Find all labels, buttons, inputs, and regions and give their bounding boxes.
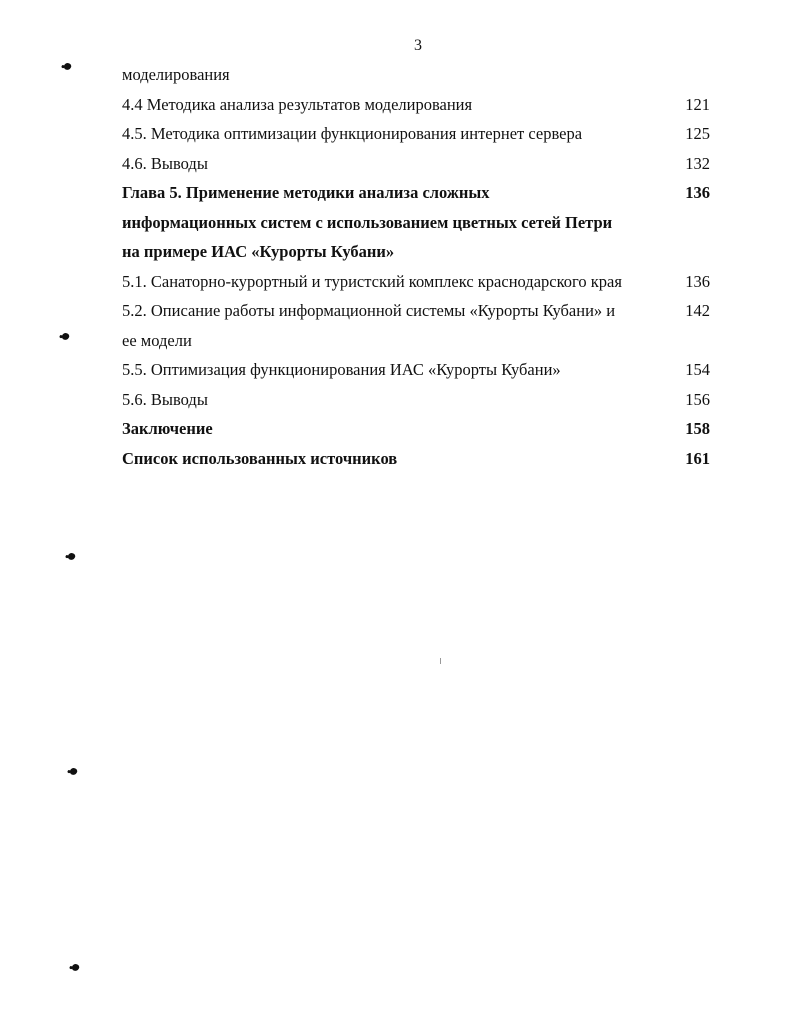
page-number: 3 [414, 37, 422, 54]
toc-chapter-row [122, 444, 710, 474]
toc-entry-title: 4.4 Методика анализа результатов моделирования [122, 94, 473, 114]
toc-entry-title: ее модели [122, 330, 192, 350]
toc-entry-title: 5.2. Описание работы информационной системы «Курорты Кубани» и [122, 301, 616, 320]
toc-chapter-title: Глава 5. Применение методики анализа сложных [122, 183, 490, 202]
toc-chapter-row [122, 414, 710, 444]
toc-chapter-page: 136 [685, 183, 710, 202]
toc-row [122, 326, 710, 356]
toc-row [122, 60, 710, 90]
toc-row [122, 385, 710, 415]
toc-entry-title: 4.6. Выводы [122, 153, 208, 173]
scan-mark [440, 658, 441, 664]
toc-chapter-row [122, 178, 710, 208]
toc-chapter-title: Заключение [122, 419, 213, 438]
scan-speck [63, 62, 72, 71]
toc-chapter-title: на примере ИАС «Курорты Кубани» [122, 242, 395, 261]
toc-entry-title: моделирования [122, 65, 230, 84]
toc-row [122, 119, 710, 149]
toc-chapter-row [122, 237, 710, 267]
toc-row [122, 267, 710, 297]
scan-speck [69, 767, 78, 776]
toc-entry-page: 125 [685, 124, 710, 143]
toc-chapter-row [122, 208, 710, 238]
toc-entry-title: 4.5. Методика оптимизации функционирования интернет сервера [122, 124, 583, 143]
toc-entry-page: 121 [685, 94, 710, 114]
toc-chapter-title: Список использованных источников [122, 448, 398, 468]
scan-speck [67, 552, 76, 561]
scan-speck [61, 332, 70, 341]
toc-chapter-title: информационных систем с использованием цветных сетей Петри [122, 212, 613, 232]
toc-entry-page: 142 [685, 301, 710, 320]
toc-entry-title: 5.5. Оптимизация функционирования ИАС «Курорты Кубани» [122, 360, 561, 379]
toc-entry-page: 156 [685, 389, 710, 409]
toc-row [122, 355, 710, 385]
toc-entry-page: 136 [685, 271, 710, 291]
toc-row [122, 149, 710, 179]
toc-row [122, 90, 710, 120]
toc-chapter-page: 158 [685, 419, 710, 438]
toc-entry-title: 5.1. Санаторно-курортный и туристский комплекс краснодарского края [122, 271, 622, 291]
toc-entry-page: 132 [685, 153, 710, 173]
toc-chapter-page: 161 [685, 448, 710, 468]
table-of-contents [122, 60, 710, 473]
toc-row [122, 296, 710, 326]
scan-speck [71, 963, 80, 972]
toc-entry-title: 5.6. Выводы [122, 389, 208, 409]
toc-entry-page: 154 [685, 360, 710, 379]
